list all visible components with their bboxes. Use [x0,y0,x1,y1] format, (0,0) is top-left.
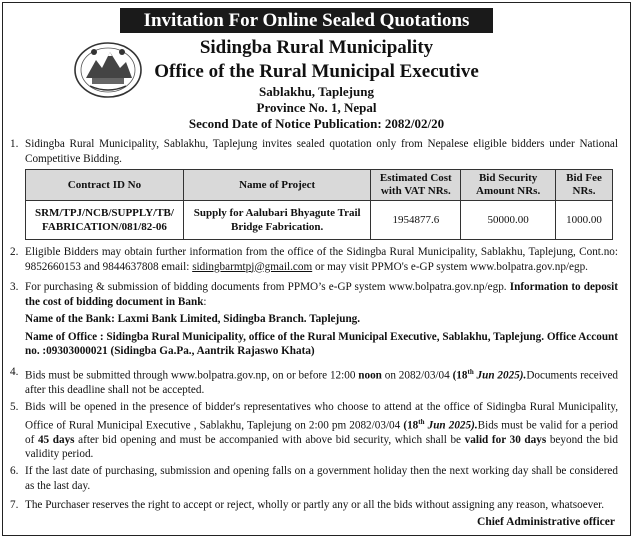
clause-2: 2. Eligible Bidders may obtain further information from the office of the Sidingba Rural Municipality, Sablakhu, Taplejung, Cont.no: 9852660153 and 9844637808 email: sidingbarmtpj@gmail.com or may visit PPMO's e-GP system www.bolpatra.gov.np/egp. [10,246,618,273]
clause-1-text: Sidingba Rural Municipality, Sablakhu, Taplejung invites sealed quotation only from Nepalese eligible bidders under National Competitive Bidding. [25,138,618,165]
office-account: Name of Office : Sidingba Rural Municipality, office of the Rural Municipal Executive, Sablakhu, Taplejung. Office Account no. :09303000021 (Sidingba Ga.Pa., Aantrik Rajaswo Khata) [25,330,618,357]
cell-estimated-cost: 1954877.6 [371,201,461,240]
location: Sablakhu, Taplejung [259,84,374,99]
office-name: Office of the Rural Municipal Executive [154,61,479,82]
col-bid-fee: Bid Fee NRs. [556,170,613,201]
col-contract-id: Contract ID No [26,170,184,201]
col-estimated-cost: Estimated Cost with VAT NRs. [371,170,461,201]
cell-bid-fee: 1000.00 [556,201,613,240]
table-header-row [26,170,613,201]
col-project-name: Name of Project [183,170,370,201]
col-bid-security: Bid Security Amount NRs. [461,170,556,201]
signatory-title: Chief Administrative officer [477,516,615,528]
clause-6: 6. If the last date of purchasing, submission and opening falls on a government holiday then the next working day shall be considered as the last day. [10,465,618,492]
clause-4: 4. Bids must be submitted through www.bolpatra.gov.np, on or before 12:00 noon on 2082/03/04 (18th Jun 2025).Documents received after this deadline shall not be accepted. [10,366,619,397]
cell-project-name: Supply for Aalubari Bhyagute Trail Bridge Fabrication. [183,201,370,240]
notice-date: Second Date of Notice Publication: 2082/02/20 [188,116,445,131]
clause-7: 7. The Purchaser reserves the right to accept or reject, wholly or partly any or all the bids without assigning any reason, whatsoever. [10,498,618,513]
clause-6-text: If the last date of purchasing, submission and opening falls on a government holiday then the next working day shall be considered as the last day. [25,465,618,492]
cell-contract-id: SRM/TPJ/NCB/SUPPLY/TB/ FABRICATION/081/82-06 [26,201,184,240]
clause-7-text: The Purchaser reserves the right to accept or reject, wholly or partly any or all the bids without assigning any reason, whatsoever. [25,499,605,511]
clause-1: 1. Sidingba Rural Municipality, Sablakhu, Taplejung invites sealed quotation only from Nepalese eligible bidders under National Competitive Bidding. [10,138,618,165]
cell-bid-security: 50000.00 [461,201,556,240]
municipality-name: Sidingba Rural Municipality [199,37,434,58]
table-row [26,201,613,240]
notice-banner: Invitation For Online Sealed Quotations [120,8,493,33]
bid-table [25,169,613,240]
clause-5: 5. Bids will be opened in the presence of bidder's representatives who choose to attend at the office of Sidingba Rural Municipality, Office of Rural Municipal Executive , Sablakhu, Taplejung on 2:00 pm 2082/03/04 (18th Jun 2025).Bids must be valid for a period of 45 days after bid opening and must be accompanied with above bid security, which shall be valid for 30 days beyond the bid validity period. [10,401,619,461]
clause-3: 3. For purchasing & submission of bidding documents from PPMO’s e-GP system www.bolpatra.gov.np/egp. Information to deposit the cost of bidding document in Bank: Name of the Bank: Laxmi Bank Limited, Sidingba Branch. Taplejung. Name of Office : Sidingba Rural Municipality, office of the Rural Municipal Executive, Sablakhu, Taplejung. Office Account no. :09303000021 (Sidingba Ga.Pa., Aantrik Rajaswo Khata) [10,281,618,357]
province: Province No. 1, Nepal [256,100,377,115]
email-link[interactable]: sidingbarmtpj@gmail.com [192,260,313,273]
bank-name: Name of the Bank: Laxmi Bank Limited, Sidingba Branch. Taplejung. [25,313,361,325]
